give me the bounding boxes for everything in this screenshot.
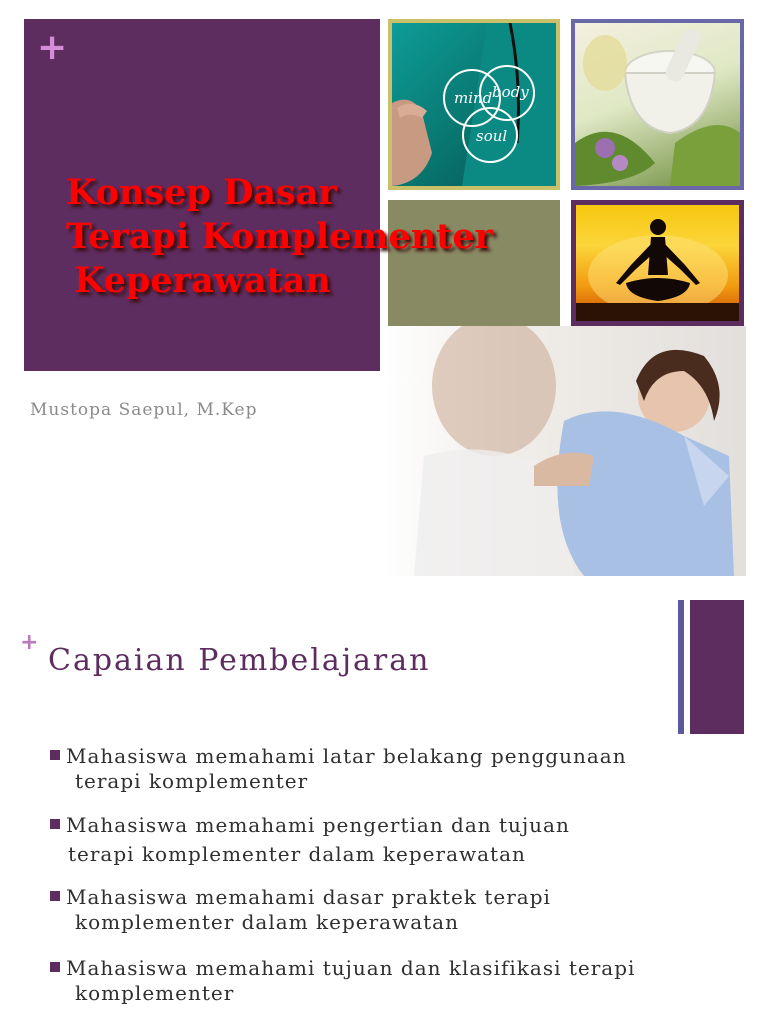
plus-icon: + <box>37 27 68 68</box>
nurse-illustration <box>384 326 746 576</box>
author-name: Mustopa Saepul, M.Kep <box>30 400 258 420</box>
title-line-2: Terapi Komplementer <box>66 216 494 257</box>
bullet-square-icon <box>50 819 60 829</box>
mind-body-soul-illustration <box>392 23 556 186</box>
slide-title <box>66 165 586 309</box>
bullet-text-line-1: Mahasiswa memahami tujuan dan klasifikasi terapi <box>66 956 636 980</box>
body-label: body <box>492 83 529 101</box>
mind-label: mind <box>454 89 493 107</box>
bullet-text-line-1: Mahasiswa memahami pengertian dan tujuan <box>66 813 570 837</box>
slide-title: Capaian Pembelajaran <box>48 643 431 678</box>
mortar-pestle-illustration <box>575 23 740 186</box>
yoga-silhouette <box>576 205 739 321</box>
bullet-item <box>50 744 690 794</box>
bullet-item <box>50 885 690 935</box>
bullet-text-line-1: Mahasiswa memahami dasar praktek terapi <box>66 885 551 909</box>
plus-icon: + <box>20 630 39 655</box>
soul-label: soul <box>476 127 508 145</box>
bullet-text-line-1: Mahasiswa memahami latar belakang penggunaan <box>66 744 627 768</box>
bullet-square-icon <box>50 962 60 972</box>
bullet-square-icon <box>50 750 60 760</box>
accent-bar-wide <box>690 600 744 734</box>
bullet-item <box>50 813 690 867</box>
herbal-mortar-image <box>571 19 744 190</box>
bullet-text-line-2: komplementer <box>75 981 235 1005</box>
accent-bar-thin <box>678 600 684 734</box>
bullet-item <box>50 956 690 1006</box>
bullet-square-icon <box>50 891 60 901</box>
nurse-patient-photo <box>384 326 746 576</box>
bullet-text-line-2: komplementer dalam keperawatan <box>75 910 459 934</box>
yoga-sunset-image <box>571 200 744 326</box>
title-line-3: Keperawatan <box>74 260 331 301</box>
bullet-text-line-2: terapi komplementer <box>75 769 309 793</box>
title-line-1: Konsep Dasar <box>66 172 337 213</box>
bullet-text-line-2: terapi komplementer dalam keperawatan <box>68 842 526 866</box>
